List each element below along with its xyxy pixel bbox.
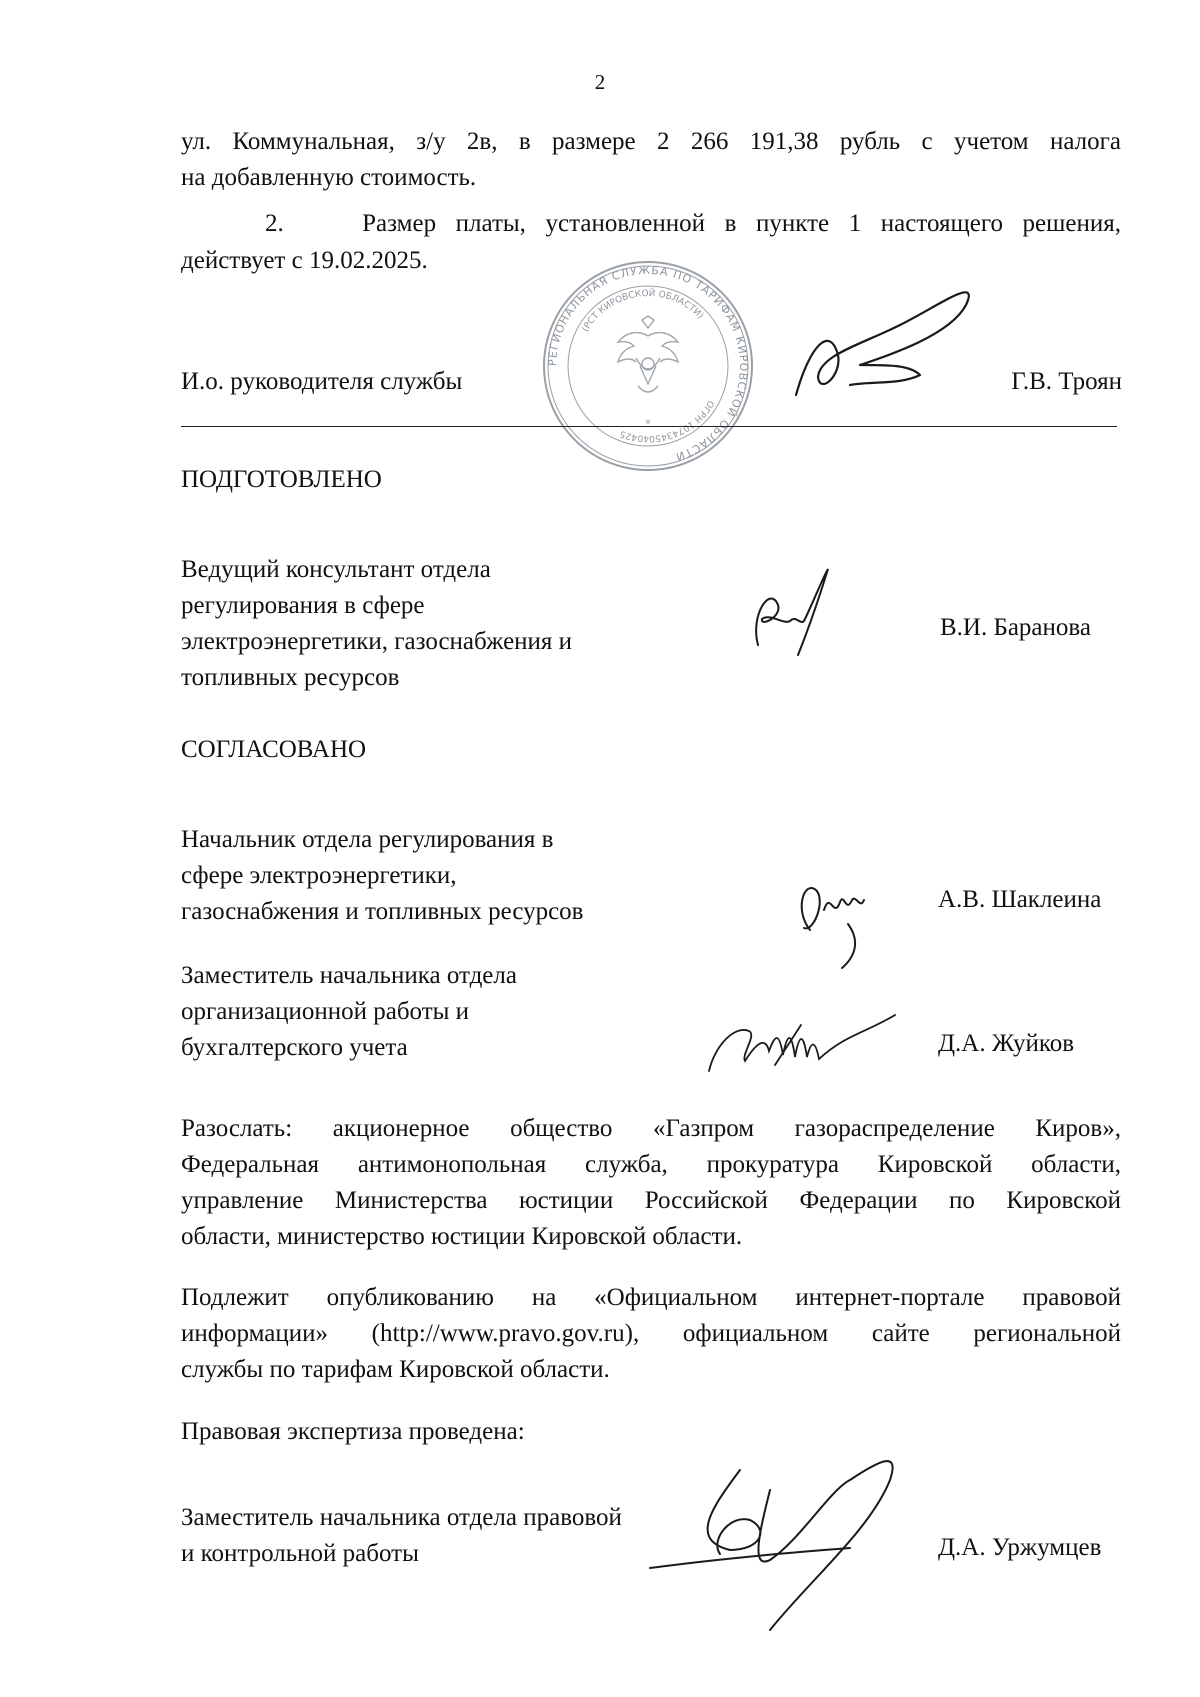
agreed-title-1-line-1: Начальник отдела регулирования в (181, 826, 554, 853)
svg-text:(РСТ КИРОВСКОЙ ОБЛАСТИ) (581, 287, 706, 334)
agreed-title-1-line-3: газоснабжения и топливных ресурсов (181, 898, 584, 925)
paragraph-2-line-2: действует с 19.02.2025. (181, 247, 428, 274)
agreed-title-1-line-2: сфере электроэнергетики, (181, 862, 457, 889)
paragraph-1-line-2: на добавленную стоимость. (181, 164, 477, 191)
agreed-title-2-line-2: организационной работы и (181, 998, 470, 1025)
coat-of-arms-emblem (618, 316, 678, 392)
agreed-signature-2-image (705, 1005, 905, 1085)
publication-line-1: Подлежит опубликованию на «Официальном интернет-портале правовой (181, 1284, 1121, 1311)
prepared-title-line-2: регулирования в сфере (181, 592, 425, 619)
prepared-heading: ПОДГОТОВЛЕНО (181, 466, 382, 493)
prepared-title-line-4: топливных ресурсов (181, 664, 400, 691)
head-signature-image (790, 285, 980, 425)
legal-review-title-line-1: Заместитель начальника отдела правовой (181, 1504, 622, 1531)
signature-divider (181, 426, 1117, 427)
distribution-line-3: управление Министерства юстиции Российской Федерации по Кировской (181, 1187, 1121, 1214)
svg-text:*: * (645, 417, 651, 431)
prepared-title-line-3: электроэнергетики, газоснабжения и (181, 628, 573, 655)
paragraph-1-line-1: ул. Коммунальная, з/у 2в, в размере 2 266 191,38 рубль с учетом налога (181, 128, 1121, 155)
agreed-title-2-line-3: бухгалтерского учета (181, 1034, 408, 1061)
prepared-title-line-1: Ведущий консультант отдела (181, 556, 491, 583)
distribution-paragraph (181, 1111, 1121, 1255)
agreed-title-2 (181, 958, 671, 1066)
prepared-signature-image (740, 565, 840, 665)
head-name: Г.В. Троян (1011, 368, 1122, 395)
agreed-name-1: А.В. Шаклеина (938, 886, 1102, 913)
agreed-title-1 (181, 822, 671, 930)
distribution-line-4: области, министерство юстиции Кировской области. (181, 1223, 743, 1250)
agreed-title-2-line-1: Заместитель начальника отдела (181, 962, 517, 989)
paragraph-2-line-1: 2. Размер платы, установленной в пункте 1 настоящего решения, (265, 210, 1121, 237)
distribution-line-1: Разослать: акционерное общество «Газпром газораспределение Киров», (181, 1115, 1121, 1142)
publication-line-2: информации» (http://www.pravo.gov.ru), официальном сайте региональной (181, 1320, 1121, 1347)
distribution-line-2: Федеральная антимонопольная служба, прокуратура Кировской области, (181, 1151, 1121, 1178)
agreed-name-2: Д.А. Жуйков (938, 1030, 1075, 1057)
legal-review-name: Д.А. Уржумцев (938, 1534, 1102, 1561)
legal-review-title-line-2: и контрольной работы (181, 1540, 419, 1567)
page-number: 2 (594, 70, 606, 94)
legal-review-title (181, 1500, 701, 1572)
stamp-ogrn-text: ОГРН 1074345040425 (618, 398, 716, 444)
head-title: И.о. руководителя службы (181, 368, 463, 395)
svg-text:ОГРН 1074345040425 (619, 398, 716, 443)
agreed-heading: СОГЛАСОВАНО (181, 736, 367, 763)
prepared-name: В.И. Баранова (940, 614, 1091, 641)
stamp-inner-text: (РСТ КИРОВСКОЙ ОБЛАСТИ) (580, 288, 706, 334)
agreed-signature-1-image (790, 870, 900, 970)
legal-review-heading: Правовая экспертиза проведена: (181, 1418, 525, 1445)
publication-line-3: службы по тарифам Кировской области. (181, 1356, 610, 1383)
legal-review-signature-image (650, 1450, 950, 1640)
prepared-title (181, 552, 671, 696)
official-stamp (540, 258, 756, 474)
publication-paragraph (181, 1280, 1121, 1388)
stamp-outer-text: РЕГИОНАЛЬНАЯ СЛУЖБА ПО ТАРИФАМ КИРОВСКОЙ ОБЛАСТИ (545, 263, 751, 464)
